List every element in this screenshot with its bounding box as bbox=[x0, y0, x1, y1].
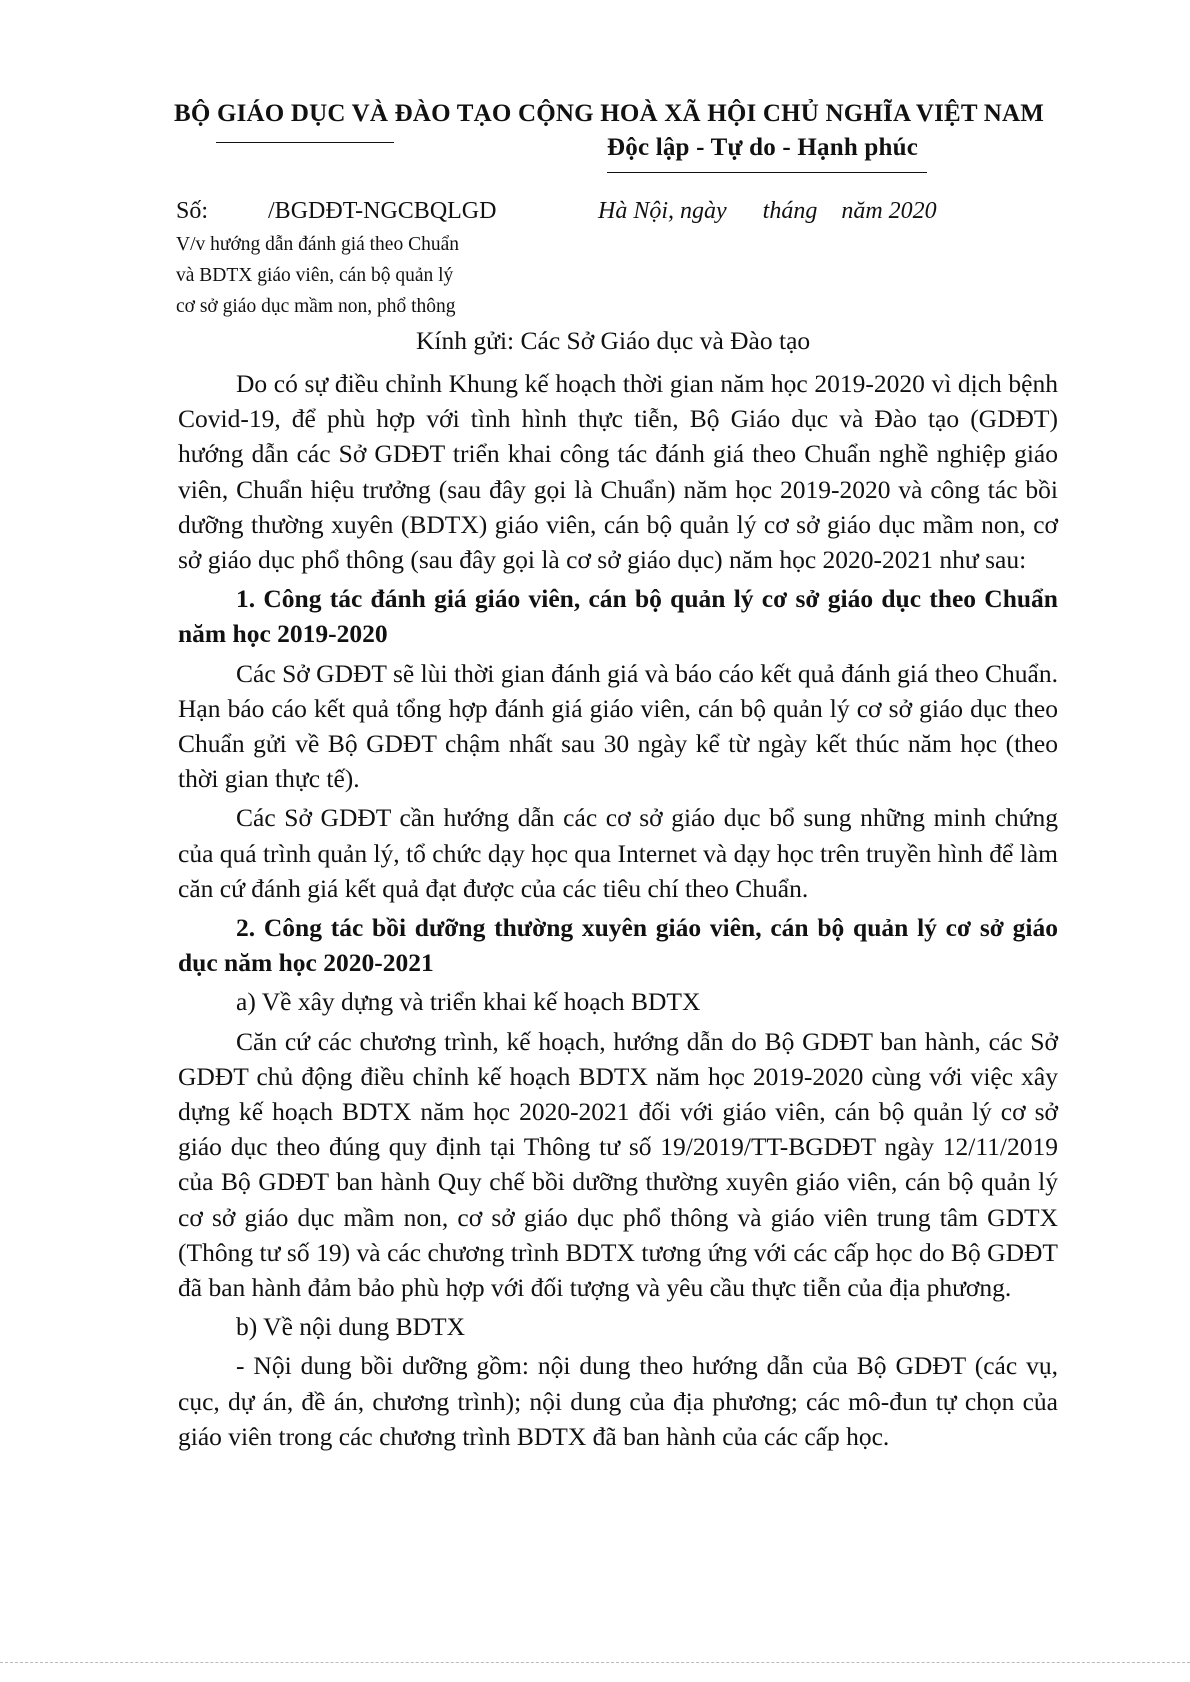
section-1-heading: 1. Công tác đánh giá giáo viên, cán bộ quản lý cơ sở giáo dục theo Chuẩn năm học 2019-2020 bbox=[178, 584, 1058, 649]
document-body bbox=[178, 366, 1058, 1454]
scan-edge-line bbox=[0, 1662, 1190, 1663]
document-number: Số: /BGDĐT-NGCBQLGD bbox=[176, 198, 497, 224]
paragraph: Căn cứ các chương trình, kế hoạch, hướng dẫn do Bộ GDĐT ban hành, các Sở GDĐT chủ động điều chỉnh kế hoạch BDTX năm học 2019-2020 cùng với việc xây dựng kế hoạch BDTX năm học 2020-2021 đối với giáo viên, cán bộ quản lý cơ sở giáo dục theo đúng quy định tại Thông tư số 19/2019/TT-BGDĐT ngày 12/11/2019 của Bộ GDĐT ban hành Quy chế bồi dưỡng thường xuyên giáo viên, cán bộ quản lý cơ sở giáo dục mầm non, cơ sở giáo dục phổ thông và giáo viên trung tâm GDTX (Thông tư số 19) và các chương trình BDTX tương ứng với các cấp học do Bộ GDĐT đã ban hành đảm bảo phù hợp với đối tượng và yêu cầu thực tiễn của địa phương. bbox=[178, 1026, 1058, 1303]
subject-block bbox=[176, 229, 459, 322]
national-motto: Độc lập - Tự do - Hạnh phúc bbox=[607, 134, 918, 161]
subject-line: cơ sở giáo dục mầm non, phổ thông bbox=[176, 296, 456, 317]
republic-name: CỘNG HOÀ XÃ HỘI CHỦ NGHĨA VIỆT NAM bbox=[518, 100, 1045, 127]
subject-line: V/v hướng dẫn đánh giá theo Chuẩn bbox=[176, 234, 459, 255]
section-2-heading: 2. Công tác bồi dưỡng thường xuyên giáo viên, cán bộ quản lý cơ sở giáo dục năm học 2020-2021 bbox=[178, 913, 1058, 978]
ministry-name: BỘ GIÁO DỤC VÀ ĐÀO TẠO bbox=[174, 100, 512, 127]
paragraph: Các Sở GDĐT sẽ lùi thời gian đánh giá và báo cáo kết quả đánh giá theo Chuẩn. Hạn báo cáo kết quả tổng hợp đánh giá giáo viên, cán bộ quản lý cơ sở giáo dục theo Chuẩn gửi về Bộ GDĐT chậm nhất sau 30 ngày kể từ ngày kết thúc năm học (theo thời gian thực tế). bbox=[178, 658, 1058, 794]
intro-paragraph: Do có sự điều chỉnh Khung kế hoạch thời gian năm học 2019-2020 vì dịch bệnh Covid-19, để phù hợp với tình hình thực tiễn, Bộ Giáo dục và Đào tạo (GDĐT) hướng dẫn các Sở GDĐT triển khai công tác đánh giá theo Chuẩn nghề nghiệp giáo viên, Chuẩn hiệu trưởng (sau đây gọi là Chuẩn) năm học 2019-2020 và công tác bồi dưỡng thường xuyên (BDTX) giáo viên, cán bộ quản lý cơ sở giáo dục mầm non, cơ sở giáo dục phổ thông (sau đây gọi là cơ sở giáo dục) năm học 2020-2021 như sau: bbox=[178, 369, 1058, 575]
subject-line: và BDTX giáo viên, cán bộ quản lý bbox=[176, 265, 454, 286]
recipient-line: Kính gửi: Các Sở Giáo dục và Đào tạo bbox=[416, 326, 811, 355]
motto-underline bbox=[607, 172, 927, 173]
document-date: Hà Nội, ngày tháng năm 2020 bbox=[598, 198, 937, 224]
subsection-a-heading: a) Về xây dựng và triển khai kế hoạch BDTX bbox=[236, 987, 701, 1017]
paragraph: Các Sở GDĐT cần hướng dẫn các cơ sở giáo dục bổ sung những minh chứng của quá trình quản lý, tổ chức dạy học qua Internet và dạy học trên truyền hình để làm căn cứ đánh giá kết quả đạt được của các tiêu chí theo Chuẩn. bbox=[178, 803, 1058, 903]
subsection-b-heading: b) Về nội dung BDTX bbox=[236, 1312, 466, 1342]
paragraph: - Nội dung bồi dưỡng gồm: nội dung theo hướng dẫn của Bộ GDĐT (các vụ, cục, dự án, đề án, chương trình); nội dung của địa phương; các mô-đun tự chọn của giáo viên trong các chương trình BDTX đã ban hành của các cấp học. bbox=[178, 1351, 1058, 1451]
ministry-underline bbox=[216, 142, 394, 143]
